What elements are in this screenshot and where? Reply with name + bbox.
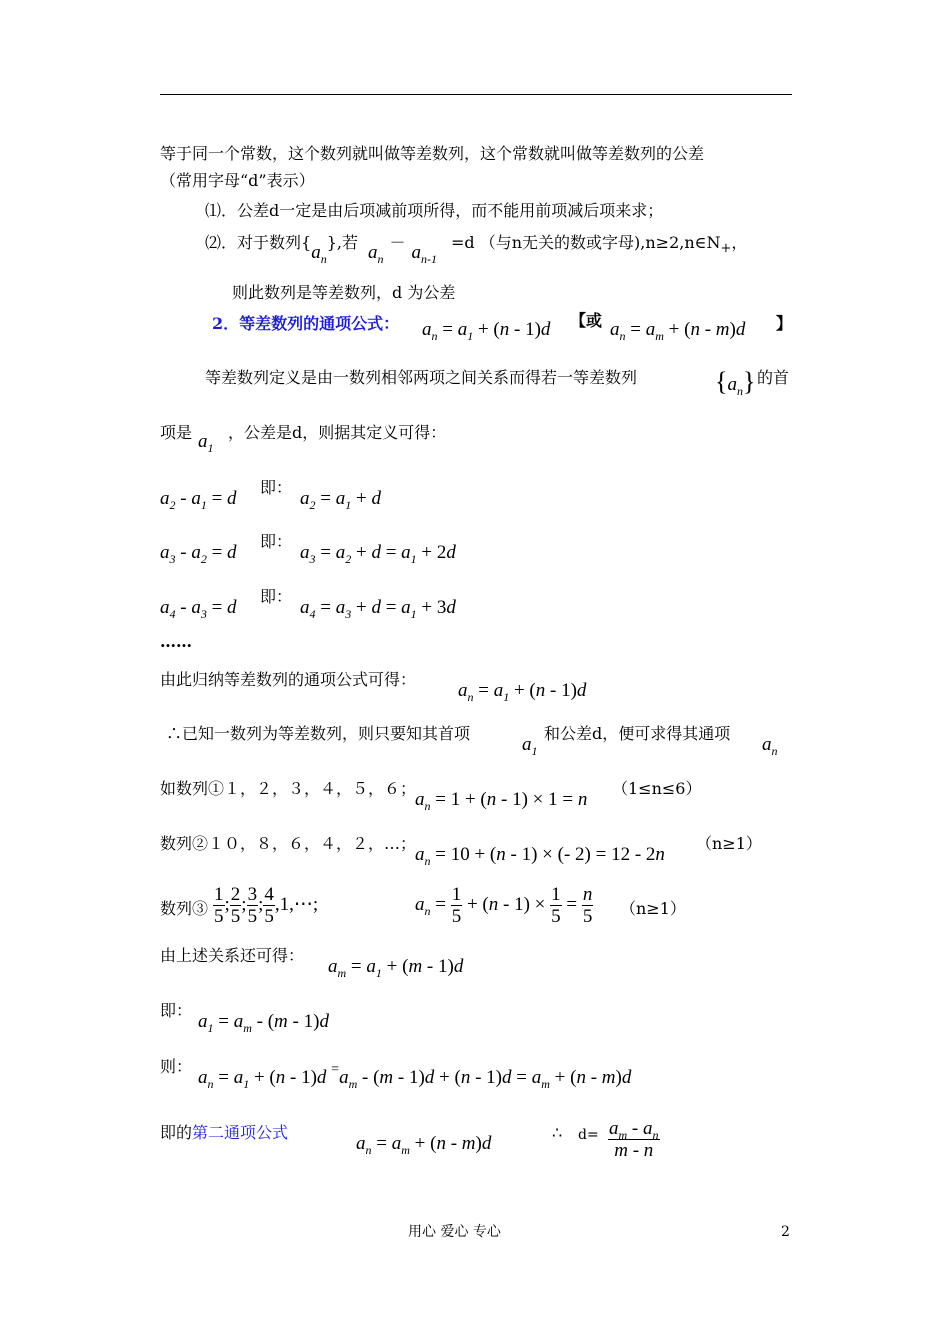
example-2-label: 数列②１０，８，６，４，２，…； xyxy=(160,834,417,853)
second-label-b: 第二通项公式 xyxy=(192,1123,289,1142)
para2-line2a: 项是 xyxy=(160,423,193,442)
therefore-symbol: ∴ xyxy=(552,1123,563,1142)
note2-prefix: ⑵．对于数列{ xyxy=(205,233,312,252)
note2-mid: },若 xyxy=(326,233,358,252)
section2-title: 2．等差数列的通项公式： xyxy=(212,314,400,333)
therefore-a: ∴已知一数列为等差数列，则只要知其首项 xyxy=(166,724,471,743)
eq-row2-left: $a_3 - a_2 = d$ xyxy=(160,542,237,566)
formula-chain: $a_n = a_1 + (n - 1)d$ $^=a_m - (m - 1)d + (n - 1)d = a_m + (n - m)d$ xyxy=(198,1062,632,1091)
second-formula-label xyxy=(160,1122,288,1144)
relation-ji: 即： xyxy=(160,1001,193,1020)
ji-3: 即： xyxy=(260,587,293,606)
ellipsis: …… xyxy=(160,632,192,651)
example-1-cond: （1≤n≤6） xyxy=(612,779,702,798)
bracket-close: 】 xyxy=(776,314,793,333)
formula-general-2: $a_n = a_1 + (n - 1)d$ xyxy=(458,680,587,704)
d-eq: d= xyxy=(578,1127,599,1143)
example-3-seq: $\frac{1}{5}$ ; $\frac{2}{5}$ ; $\frac{3}{5}$ ; $\frac{4}{5}$ ,1,⋯; xyxy=(214,884,319,927)
example-3-cond: （n≥1） xyxy=(620,899,686,918)
example-3-label: 数列③ xyxy=(160,899,209,918)
formula-d: $\frac{a_m - a_n}{m - n}$ xyxy=(609,1118,659,1161)
a1-symbol-2: $a_1$ xyxy=(522,734,538,758)
eq-row1-right: $a_2 = a_1 + d$ xyxy=(300,488,381,512)
eq-row3-left: $a_4 - a_3 = d$ xyxy=(160,597,237,621)
note2-minus: － xyxy=(389,233,406,252)
a1-symbol: $a_1$ xyxy=(198,431,214,455)
example-1-formula: $a_n = 1 + (n - 1) \times 1 = n$ xyxy=(415,789,588,813)
formula-general: $a_n = a_1 + (n - 1)d$ xyxy=(422,319,551,343)
nplus-sub: + xyxy=(720,241,732,257)
eq-row2-right: $a_3 = a_2 + d = a_1 + 2d$ xyxy=(300,542,456,566)
note-1: ⑴．公差d一定是由后项减前项所得，而不能用前项减后项来求； xyxy=(205,201,664,220)
para1-line1: 等于同一个常数，这个数列就叫做等差数列，这个常数就叫做等差数列的公差 xyxy=(160,144,705,163)
page-number: 2 xyxy=(781,1224,790,1240)
note2-suffix: =d （与n无关的数或字母),n≥2,n∈N xyxy=(450,233,721,252)
note-2: ⑵．对于数列$\{a_n\}$,若 $a_n- a_{n-1}=d$ （与n无关的数或字母)$,n\ge 2,n\in N_+$， xyxy=(205,233,748,266)
para1-line2: （常用字母“d”表示） xyxy=(160,171,315,190)
bracket-open: 【或 xyxy=(570,311,603,330)
para2-line1-end: 的首 xyxy=(757,368,790,387)
example-2-formula: $a_n = 10 + (n - 1)$ × (- 2) = 12 - 2n xyxy=(415,844,665,868)
second-label-a: 即的 xyxy=(160,1123,193,1142)
induce-text: 由此归纳等差数列的通项公式可得： xyxy=(160,670,417,689)
formula-second: $a_n = a_m + (n - m)d$ xyxy=(356,1133,492,1157)
footer-slogan: 用心 爱心 专心 xyxy=(408,1224,501,1240)
note-3: 则此数列是等差数列，d 为公差 xyxy=(232,283,456,302)
note2-comma: ， xyxy=(731,233,748,252)
formula-am: $a_m = a_1 + (m - 1)d$ xyxy=(328,956,464,980)
example-1-label: 如数列①１，２，３，４，５，６； xyxy=(160,779,417,798)
header-rule xyxy=(160,94,792,95)
eq-row1-left: $a_2 - a_1 = d$ xyxy=(160,488,237,512)
example-3-tail: 1,⋯; xyxy=(279,893,319,915)
para2-line2b: ，公差是d，则据其定义可得： xyxy=(228,423,447,442)
formula-alt: $a_n = a_m + (n - m)d$ xyxy=(610,319,746,343)
example-3-formula: $a_n$ = $\frac{1}{5}$ + (n - 1) × $\frac{1}{5}$ = $\frac{n}{5}$ xyxy=(415,884,593,927)
eq-row3-right: $a_4 = a_3 + d = a_1 + 3d$ xyxy=(300,597,456,621)
ji-2: 即： xyxy=(260,532,293,551)
example-2-cond: （n≥1） xyxy=(696,834,762,853)
set-an: $\{a_n\}$ xyxy=(715,367,756,398)
para2-line1: 等差数列定义是由一数列相邻两项之间关系而得若一等差数列 xyxy=(205,368,638,387)
an-symbol: $a_n$ xyxy=(762,734,778,758)
relation-text: 由上述关系还可得： xyxy=(160,946,305,965)
relation-ze: 则： xyxy=(160,1057,193,1076)
formula-a1: $a_1 = a_m - (m - 1)d$ xyxy=(198,1011,329,1035)
ji-1: 即： xyxy=(260,478,293,497)
therefore-b: 和公差d，便可求得其通项 xyxy=(544,724,731,743)
